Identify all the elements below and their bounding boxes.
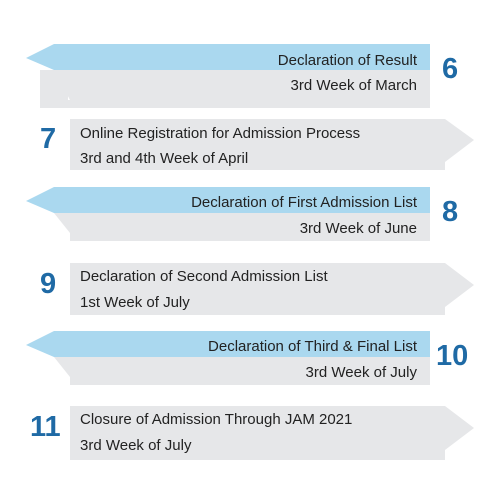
step-6-arrow-band xyxy=(0,38,500,108)
step-7-number: 7 xyxy=(40,123,57,155)
timeline-step-7 xyxy=(0,112,500,182)
step-9-date: 1st Week of July xyxy=(80,294,190,311)
step-8-number: 8 xyxy=(442,196,459,228)
step-6-title: Declaration of Result xyxy=(277,52,417,69)
timeline-step-10 xyxy=(0,325,500,395)
step-8-title: Declaration of First Admission List xyxy=(191,194,417,211)
step-10-number: 10 xyxy=(436,340,469,372)
timeline-step-6 xyxy=(0,38,500,108)
timeline-step-11 xyxy=(0,398,500,468)
step-8-arrow-band xyxy=(0,181,500,251)
step-9-title: Declaration of Second Admission List xyxy=(80,268,328,285)
step-7-title: Online Registration for Admission Process xyxy=(80,125,361,142)
step-10-title: Declaration of Third & Final List xyxy=(208,338,417,355)
step-7-arrow-band xyxy=(0,112,500,182)
step-10-date: 3rd Week of July xyxy=(305,364,417,381)
step-6-date: 3rd Week of March xyxy=(290,77,417,94)
step-11-number: 11 xyxy=(30,411,61,443)
step-9-number: 9 xyxy=(40,268,57,300)
step-10-arrow-band xyxy=(0,325,500,395)
step-11-arrow-band xyxy=(0,398,500,468)
step-8-date: 3rd Week of June xyxy=(299,220,417,237)
step-9-arrow-band xyxy=(0,255,500,325)
step-11-title: Closure of Admission Through JAM 2021 xyxy=(80,411,353,428)
timeline-step-9 xyxy=(0,255,500,325)
timeline-step-8 xyxy=(0,181,500,251)
step-11-date: 3rd Week of July xyxy=(80,437,192,454)
step-7-date: 3rd and 4th Week of April xyxy=(80,150,249,167)
step-6-number: 6 xyxy=(442,53,459,85)
